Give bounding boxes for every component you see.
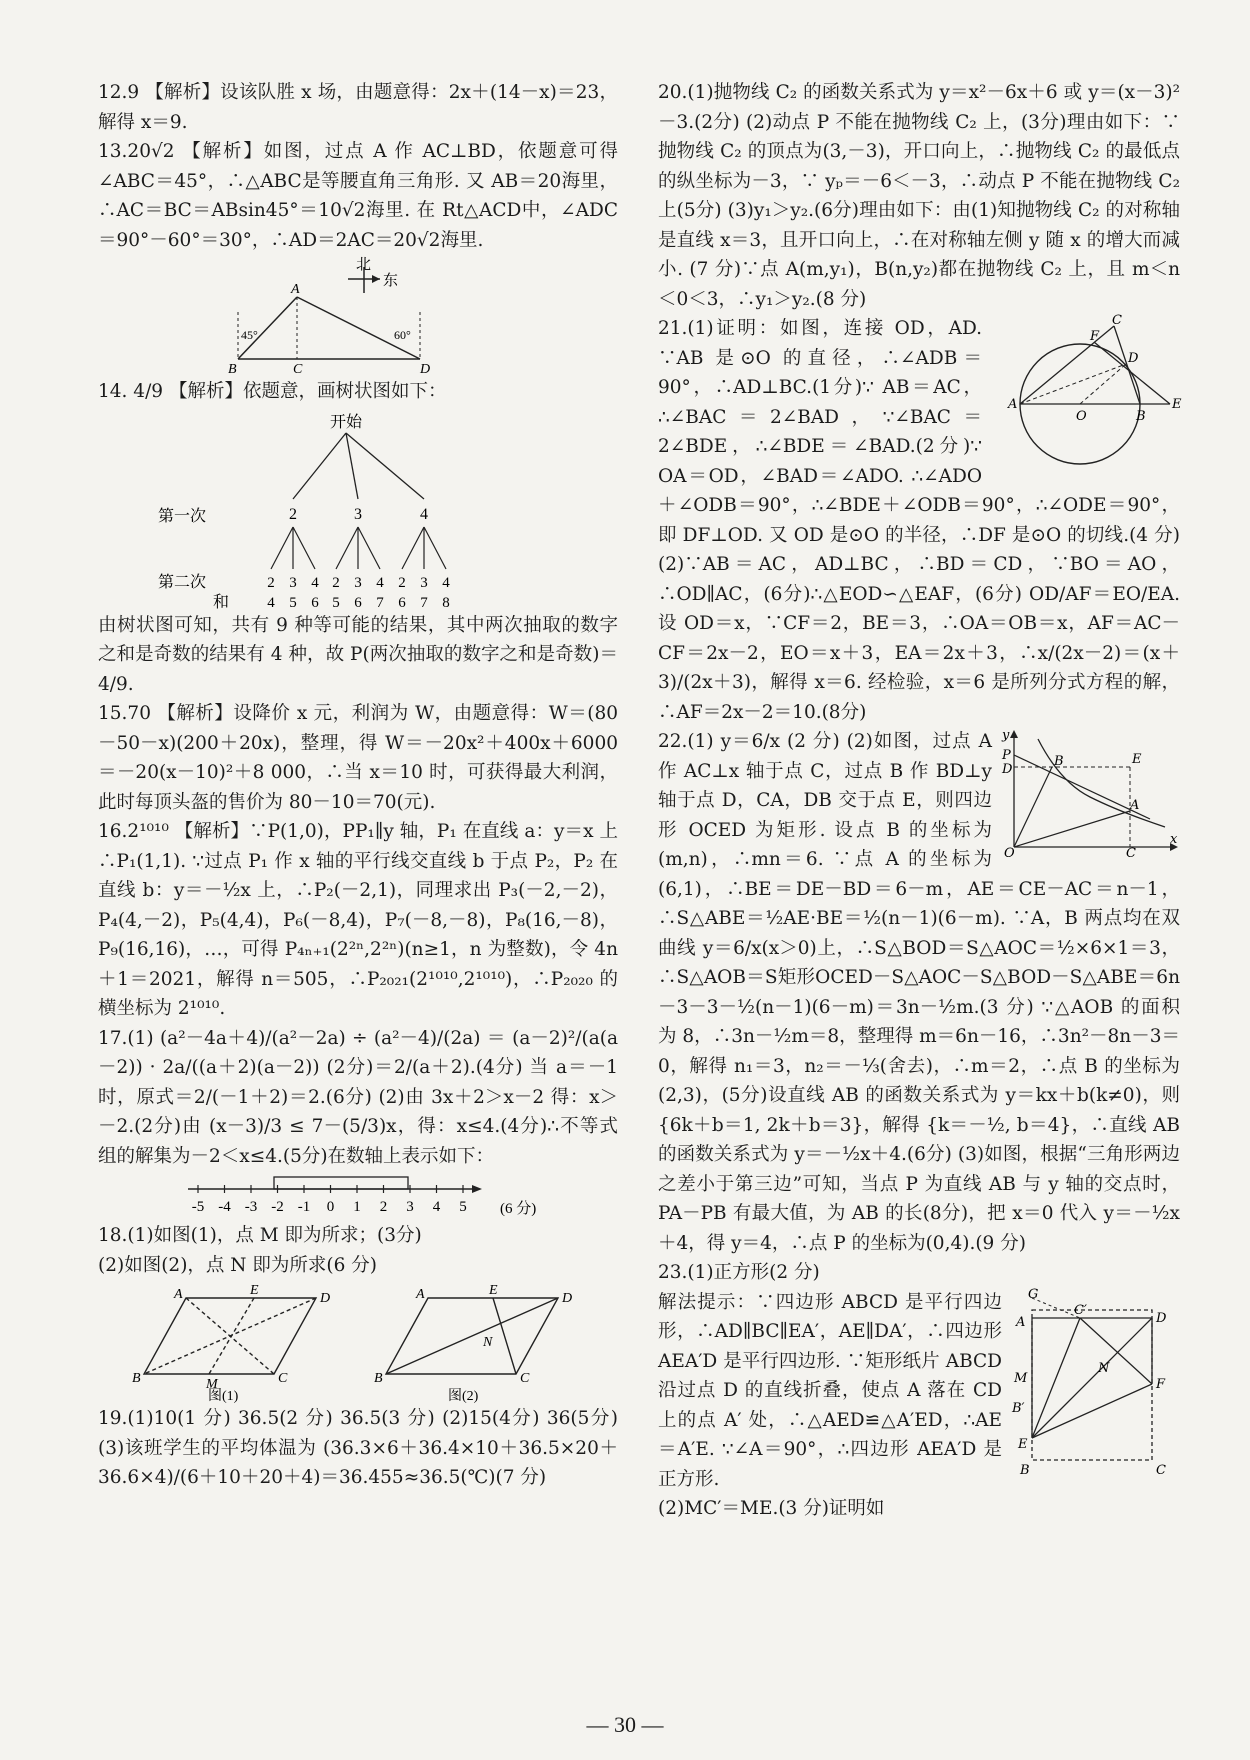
fig21-e: E (1172, 397, 1182, 412)
fig18-2-a: A (416, 1287, 425, 1302)
answer-12: 12.9 【解析】设该队胜 x 场，由题意得：2x＋(14－x)＝23，解得 x＝9. (98, 82, 618, 133)
tree-l2-item: 4 (311, 574, 319, 591)
tree-sum-item: 8 (442, 594, 450, 611)
answer-23-part2: (2)MC′＝ME.(3 分)证明如 (658, 1498, 885, 1519)
fig18-1-d: D (320, 1291, 331, 1306)
page-number: — 30 — (586, 1712, 664, 1737)
answer-13: 13.20√2 【解析】如图，过点 A 作 AC⊥BD，依题意可得∠ABC＝45°，∴△ABC是等腰直角三角形. 又 AB＝20海里，∴AC＝BC＝ABsin45°＝10√2海里. 在 Rt△ACD中，∠ADC＝90°－60°＝30°，∴AD＝2AC＝20√2海里. (98, 141, 618, 251)
fig23-e: E (1018, 1436, 1028, 1452)
north-label: 北 (356, 257, 372, 273)
point-b-label: B (228, 362, 237, 377)
axis-tick-label: 1 (353, 1199, 361, 1215)
tree-l1-3: 3 (354, 505, 362, 523)
fig22-x: x (1170, 832, 1178, 847)
tree-sum-item: 5 (289, 594, 297, 611)
fig23-n: N (1098, 1360, 1110, 1376)
figure-18-parallelograms (98, 1282, 618, 1402)
tree-first-label: 第一次 (158, 507, 207, 525)
point-c-label: C (293, 362, 303, 377)
fig18-2-c: C (520, 1371, 530, 1386)
answer-14-conclusion: 由树状图可知，共有 9 种等可能的结果，其中两次抽取的数字之和是奇数的结果有 4 种，故 P(两次抽取的数字之和是奇数)＝4/9. (98, 614, 618, 695)
axis-tick-label: -4 (218, 1199, 231, 1215)
answer-18-part2: (2)如图(2)，点 N 即为所求(6 分) (98, 1254, 377, 1276)
axis-tick-label: 4 (432, 1199, 441, 1215)
fig23-b: B (1020, 1462, 1030, 1478)
angle-60-label: 60° (394, 328, 411, 342)
fig18-1-b: B (132, 1371, 141, 1386)
axis-tick-label: -1 (297, 1199, 311, 1215)
fig21-a: A (1008, 397, 1018, 412)
fig23-g: G (1028, 1286, 1039, 1302)
fig23-a: A (1016, 1314, 1026, 1330)
answer-20: 20.(1)抛物线 C₂ 的函数关系式为 y＝x²－6x＋6 或 y＝(x－3)²－3.(2分) (2)动点 P 不能在抛物线 C₂ 上，(3分)理由如下：∵抛物线 C₂ 的顶点为(3,－3)，开口向上，∴抛物线 C₂ 的最低点的纵坐标为－3，∵ yₚ＝－6＜－3，∴动点 P 不能在抛物线 C₂ 上(5分) (3)y₁＞y₂.(6分)理由如下：由(1)知抛物线 C₂ 的对称轴是直线 x＝3，且开口向上，∴在对称轴左侧 y 随 x 的增大而减小. (7 分)∵点 A(m,y₁)，B(n,y₂)都在抛物线 C₂ 上，且 m＜n＜0＜3，∴y₁＞y₂.(8 分) (658, 82, 1180, 310)
fig22-b: B (1054, 754, 1064, 769)
fig23-f: F (1156, 1376, 1166, 1392)
figure-18-2 (386, 1298, 558, 1374)
tree-sum-item: 4 (267, 594, 275, 611)
fig18-1-m: M (206, 1377, 218, 1392)
tree-sum-item: 7 (376, 594, 384, 611)
answer-18-part1: 18.(1)如图(1)，点 M 即为所求；(3分) (98, 1225, 422, 1246)
axis-tick-label: 3 (406, 1199, 414, 1215)
answer-23-part1: 23.(1)正方形(2 分) (658, 1262, 820, 1283)
axis-tick-label: 0 (326, 1199, 335, 1215)
answer-22: 22.(1) y＝6/x (2 分) (2)如图，过点 A 作 AC⊥x 轴于点 C，过点 B 作 BD⊥y 轴于点 D，CA，DB 交于点 E，则四边形 OCED 为矩形. 设点 B 的坐标为(m,n)，∴mn＝6. ∵点 A 的坐标为(6,1)，∴BE＝DE－BD＝6－m，AE＝CE－AC＝n－1，∴S△ABE＝½AE·BE＝½(n－1)(6－m). ∵A，B 两点均在双曲线 y＝6/x(x＞0)上，∴S△BOD＝S△AOC＝½×6×1＝3，∴S△AOB＝S矩形OCED－S△AOC－S△BOD－S△ABE＝6n－3－3－½(n－1)(6－m)＝3n－½m.(3 分) ∵△AOB 的面积为 8，∴3n－½m＝8，整理得 m＝6n－16，∴3n²－8n－3＝0，解得 n₁＝3，n₂＝－⅓(舍去)，∴m＝2，∴点 B 的坐标为(2,3)，(5分)设直线 AB 的函数关系式为 y＝kx＋b(k≠0)，则 {6k＋b＝1, 2k＋b＝3}，解得 {k＝－½, b＝4}，∴直线 AB 的函数关系式为 y＝－½x＋4.(6分) (3)如图，根据“三角形两边之差小于第三边”可知，当点 P 为直线 AB 与 y 轴的交点时，PA－PB 有最大值，为 AB 的长(8分)，把 x＝0 代入 y＝－½x＋4，得 y＝4，∴点 P 的坐标为(0,4).(9 分) (658, 731, 1180, 1254)
fig22-o: O (1004, 846, 1015, 861)
fig18-caption-2: 图(2) (448, 1389, 479, 1404)
fig23-c: C (1156, 1462, 1166, 1478)
fig22-y: y (1002, 728, 1010, 743)
figure-22-hyperbola (1000, 727, 1180, 861)
tree-second-label: 第二次 (158, 573, 207, 591)
answer-14: 14. 4/9 【解析】依题意，画树状图如下： (98, 381, 447, 402)
tree-l2-item: 4 (442, 574, 450, 591)
fig21-f: F (1090, 329, 1100, 344)
angle-45-label: 45° (241, 328, 258, 342)
fig22-d: D (1002, 762, 1013, 777)
fig22-a: A (1130, 798, 1140, 813)
right-column (658, 78, 1180, 1524)
fig18-2-b: B (374, 1371, 383, 1386)
answer-16: 16.2¹⁰¹⁰ 【解析】∵P(1,0)，PP₁∥y 轴，P₁ 在直线 a：y＝x 上∴P₁(1,1). ∵过点 P₁ 作 x 轴的平行线交直线 b 于点 P₂，P₂ 在直线 b：y＝－½x 上，∴P₂(－2,1)，同理求出 P₃(－2,－2)，P₄(4,－2)，P₅(4,4)，P₆(－8,4)，P₇(－8,－8)，P₈(16,－8)，P₉(16,16)，…，可得 P₄ₙ₊₁(2²ⁿ,2²ⁿ)(n≥1，n 为整数)，令 4n＋1＝2021，解得 n＝505，∴P₂₀₂₁(2¹⁰¹⁰,2¹⁰¹⁰)，∴P₂₀₂₀ 的横坐标为 2¹⁰¹⁰. (98, 821, 618, 1019)
axis-score: (6 分) (500, 1201, 537, 1217)
tree-l2-item: 2 (267, 574, 275, 591)
tree-sum-item: 5 (332, 594, 340, 611)
tree-sum-item: 6 (398, 594, 406, 611)
fig21-d: D (1128, 351, 1139, 366)
fig21-o: O (1076, 409, 1087, 424)
fig22-e: E (1132, 752, 1142, 767)
fig22-c: C (1126, 846, 1136, 861)
fig18-1-a: A (174, 1287, 183, 1302)
tree-l1-4: 4 (420, 505, 428, 523)
fig21-c: C (1112, 313, 1122, 328)
east-label: 东 (383, 273, 399, 289)
tree-l2-item: 3 (289, 574, 297, 591)
axis-tick-label: 2 (379, 1199, 388, 1215)
fig23-b-prime: B′ (1012, 1400, 1025, 1416)
tree-l1-2: 2 (289, 505, 297, 523)
figure-13-triangle (98, 257, 618, 375)
answer-17: 17.(1) (a²－4a＋4)/(a²－2a) ÷ (a²－4)/(2a) ＝ (a－2)²/(a(a－2)) · 2a/((a＋2)(a－2)) (2分)＝2/(a＋2).(4分) 当 a＝－1 时，原式＝2/(－1＋2)＝2.(6分) (2)由 3x＋2＞x－2 得：x＞－2.(2分)由 (x－3)/3 ≤ 7－(5/3)x，得：x≤4.(4分)∴不等式组的解集为－2＜x≤4.(5分)在数轴上表示如下： (98, 1027, 618, 1167)
fig18-1-c: C (278, 1371, 288, 1386)
axis-tick-label: 5 (459, 1199, 467, 1215)
figure-14-tree-diagram (98, 409, 618, 609)
tree-sum-item: 6 (311, 594, 319, 611)
axis-tick-label: -5 (191, 1199, 205, 1215)
fig23-m: M (1014, 1370, 1028, 1386)
left-column (98, 78, 618, 1493)
tree-start: 开始 (329, 413, 363, 431)
answer-23-hint: 解法提示：∵四边形 ABCD 是平行四边形，∴AD∥BC∥EA′，AE∥DA′，∴四边形 AEA′D 是平行四边形. ∵矩形纸片 ABCD 沿过点 D 的直线折叠，使点 A 落在 CD 上的点 A′ 处，∴△AED≌△A′ED，∴AE＝A′E. ∵∠A＝90°，∴四边形 AEA′D 是正方形. (658, 1291, 1002, 1490)
answer-21: 21.(1)证明：如图，连接 OD，AD. ∵AB 是⊙O 的直径，∴∠ADB＝90°，∴AD⊥BC.(1分)∵ AB＝AC，∴∠BAC＝2∠BAD，∵∠BAC＝2∠BDE，∴∠BDE＝∠BAD.(2分)∵ OA＝OD，∠BAD＝∠ADO. ∴∠ADO＋∠ODB＝90°，∴∠BDE＋∠ODB＝90°，∴∠ODE＝90°，即 DF⊥OD. 又 OD 是⊙O 的半径，∴DF 是⊙O 的切线.(4 分) (2)∵AB＝AC，AD⊥BC，∴BD＝CD，∵BO＝AO，∴OD∥AC，(6分)∴△EOD∽△EAF，(6分) OD/AF＝EO/EA. 设 OD＝x，∵CF＝2，BE＝3，∴OA＝OB＝x，AF＝AC－CF＝2x－2，EO＝x＋3，EA＝2x＋3，∴x/(2x－2)＝(x＋3)/(2x＋3)，解得 x＝6. 经检验，x＝6 是所列分式方程的解，∴AF＝2x－2＝10.(8分) (658, 318, 1180, 723)
fig18-caption-1: 图(1) (208, 1389, 239, 1404)
figure-17-number-line (98, 1173, 618, 1219)
tree-sum-item: 6 (354, 594, 362, 611)
figure-18-1 (144, 1298, 316, 1374)
fig18-2-e: E (489, 1283, 498, 1298)
axis-tick-label: -3 (244, 1199, 258, 1215)
tree-l2-item: 3 (420, 574, 428, 591)
answer-15: 15.70 【解析】设降价 x 元，利润为 W，由题意得：W＝(80－50－x)(200＋20x)，整理，得 W＝－20x²＋400x＋6000＝－20(x－10)²＋8 000，∴当 x＝10 时，可获得最大利润，此时每顶头盔的售价为 80－10＝70(元). (98, 703, 618, 813)
axis-tick-label: -2 (271, 1199, 284, 1215)
tree-l2-item: 4 (376, 574, 384, 591)
point-d-label: D (420, 362, 431, 377)
fig21-b: B (1136, 409, 1146, 424)
figure-21-circle (990, 314, 1180, 474)
fig22-p: P (1002, 748, 1011, 763)
tree-sum-label: 和 (213, 593, 230, 611)
tree-l2-item: 2 (398, 574, 406, 591)
fig23-d: D (1156, 1310, 1167, 1326)
figure-23-fold (1010, 1288, 1180, 1488)
tree-sum-item: 7 (420, 594, 428, 611)
tree-l2-item: 3 (354, 574, 362, 591)
fig23-c-prime: C′ (1074, 1302, 1087, 1318)
fig18-2-n: N (483, 1335, 493, 1350)
answer-19: 19.(1)10(1 分) 36.5(2 分) 36.5(3 分) (2)15(4分) 36(5分) (3)该班学生的平均体温为 (36.3×6＋36.4×10＋36.5×20＋36.6×4)/(6＋10＋20＋4)＝36.455≈36.5(℃)(7 分) (98, 1408, 618, 1488)
tree-l2-item: 2 (332, 574, 340, 591)
point-a-label: A (291, 282, 300, 297)
fig18-1-e: E (250, 1283, 259, 1298)
fig18-2-d: D (562, 1291, 573, 1306)
